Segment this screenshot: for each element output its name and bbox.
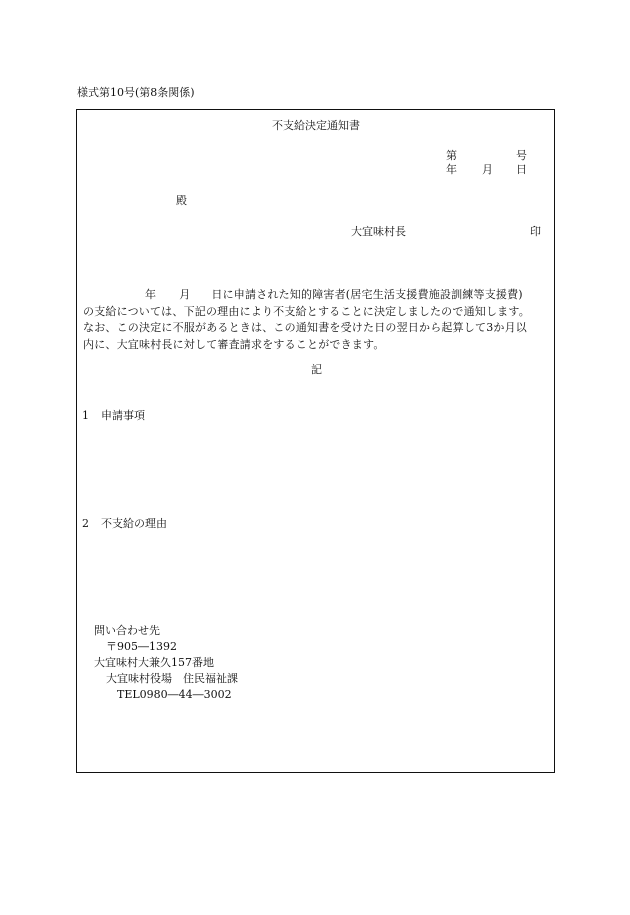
body-line-1 <box>83 287 551 304</box>
contact-postal: 〒905―1392 <box>106 640 177 653</box>
ki-heading: 記 <box>311 363 322 376</box>
section1-label: 申請事項 <box>101 409 145 422</box>
issuer-name: 大宜味村長 <box>351 225 406 238</box>
body-line-2: の支給については、下記の理由により不支給とすることに決定しましたので通知します。 <box>83 304 530 318</box>
contact-address: 大宜味村大兼久157番地 <box>94 656 214 669</box>
form-number: 様式第10号(第8条関係) <box>77 86 195 99</box>
contact-tel: TEL0980―44―3002 <box>117 688 232 701</box>
body-month: 月 <box>179 288 191 301</box>
doc-no-go: 号 <box>516 149 527 162</box>
body-line-1-rest: 日に申請された知的障害者(居宅生活支援費施設訓練等支援費) <box>211 288 523 301</box>
contact-heading: 問い合わせ先 <box>94 624 160 637</box>
date-day: 日 <box>516 163 527 176</box>
document-title: 不支給決定通知書 <box>272 119 360 132</box>
doc-no-dai: 第 <box>446 149 457 162</box>
section2-label: 不支給の理由 <box>101 517 167 530</box>
section2-number: 2 <box>82 517 89 530</box>
notice-body <box>83 287 551 353</box>
body-year: 年 <box>145 288 157 301</box>
date-year: 年 <box>446 163 457 176</box>
date-month: 月 <box>482 163 493 176</box>
section1-number: 1 <box>82 409 89 422</box>
contact-office: 大宜味村役場 住民福祉課 <box>106 672 238 685</box>
body-line-3: なお、この決定に不服があるときは、この通知書を受けた日の翌日から起算して3か月以 <box>83 321 527 334</box>
issuer-seal: 印 <box>530 225 541 238</box>
body-line-4: 内に、大宜味村長に対して審査請求をすることができます。 <box>83 337 385 351</box>
addressee-suffix: 殿 <box>176 194 187 207</box>
